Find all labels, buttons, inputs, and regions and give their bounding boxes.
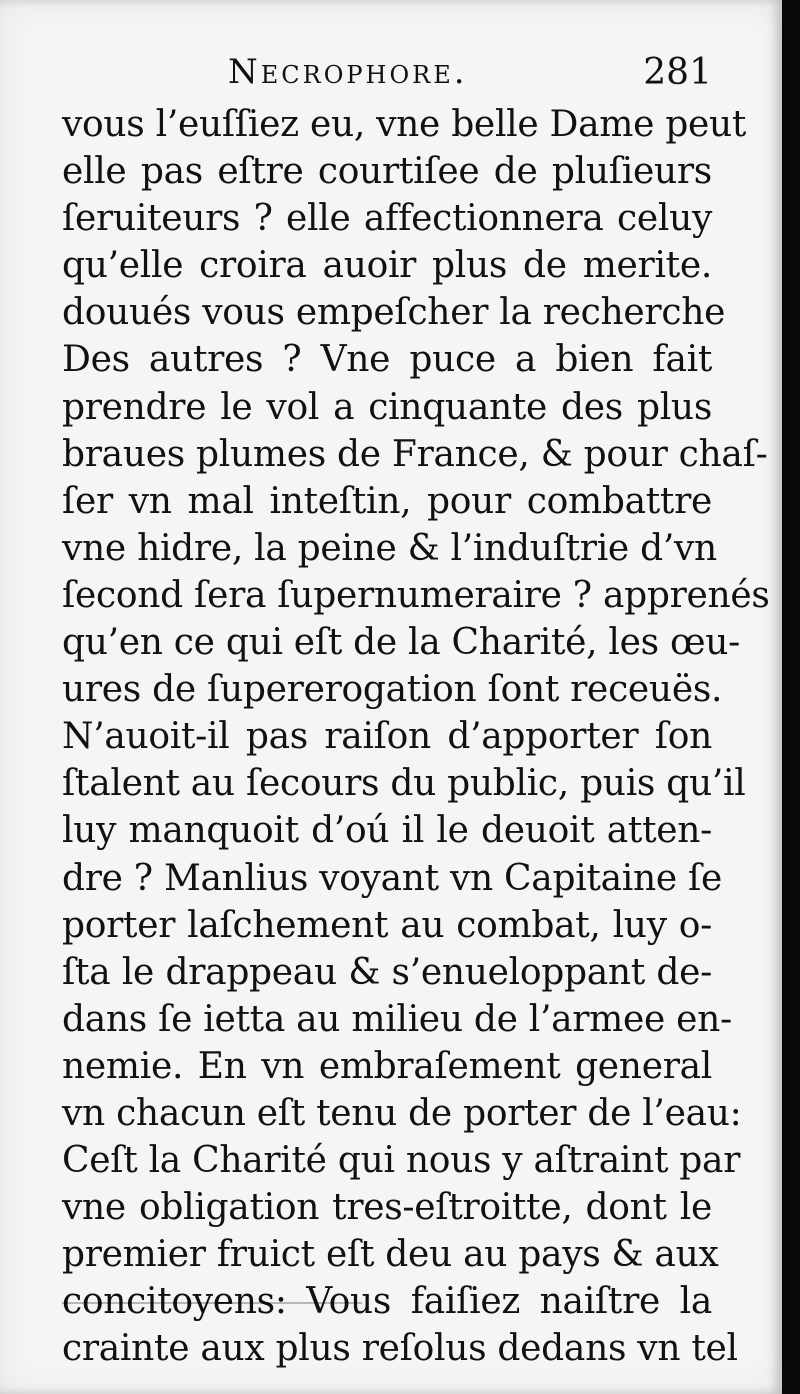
body-text: [62, 101, 770, 1373]
text-line: ſeruiteurs ? elle affectionnera celuy: [62, 198, 712, 240]
text-line: braues plumes de France, & pour chaſ-: [62, 433, 768, 475]
text-line: crainte aux plus reſolus dedans vn tel: [62, 1328, 738, 1370]
text-line: vous l’euſſiez eu, vne belle Dame peut: [62, 104, 747, 145]
text-line: Ceſt la Charité qui nous y aſtraint par: [62, 1140, 741, 1182]
text-line: porter laſchement au combat, luy o-: [62, 904, 712, 946]
text-line: ſta le drappeau & s’enueloppant de-: [62, 951, 712, 993]
text-line: vne hidre, la peine & l’induſtrie d’vn: [62, 527, 717, 569]
text-line: vn chacun eſt tenu de porter de l’eau:: [62, 1092, 742, 1134]
text-line: N’auoit-il pas raiſon d’apporter ſon: [62, 716, 712, 758]
text-line: dre ? Manlius voyant vn Capitaine ſe: [62, 857, 723, 899]
text-line: prendre le vol a cinquante des plus: [62, 386, 712, 428]
text-line: nemie. En vn embraſement general: [62, 1045, 712, 1087]
text-line: luy manquoit d’oú il le deuoit atten-: [62, 810, 712, 852]
text-line: concitoyens: Vous faiſiez naiſtre la: [62, 1281, 712, 1323]
text-line: elle pas eſtre courtiſee de pluſieurs: [62, 151, 712, 193]
running-title: Necrophore.: [228, 52, 468, 92]
text-line: Des autres ? Vne puce a bien fait: [62, 339, 712, 381]
text-line: ſecond ſera ſupernumeraire ? apprenés: [62, 574, 770, 616]
text-line: vne obligation tres-eſtroitte, dont le: [62, 1187, 712, 1229]
bottom-ink-mark: [62, 1302, 362, 1304]
text-line: premier fruict eſt deu au pays & aux: [62, 1234, 719, 1276]
page-number: 281: [643, 52, 712, 93]
text-line: douués vous empeſcher la recherche: [62, 292, 726, 334]
scan-dark-edge: [782, 0, 800, 1394]
text-line: qu’en ce qui eſt de la Charité, les œu-: [62, 622, 741, 664]
page-header: [228, 52, 712, 96]
text-line: ſtalent au ſecours du public, puis qu’il: [62, 763, 746, 805]
text-line: ures de ſupererogation ſont receuës.: [62, 669, 723, 711]
text-line: dans ſe ietta au milieu de l’armee en-: [62, 998, 732, 1040]
text-line: qu’elle croira auoir plus de merite.: [62, 245, 712, 287]
text-line: ſer vn mal inteſtin, pour combattre: [62, 480, 712, 522]
